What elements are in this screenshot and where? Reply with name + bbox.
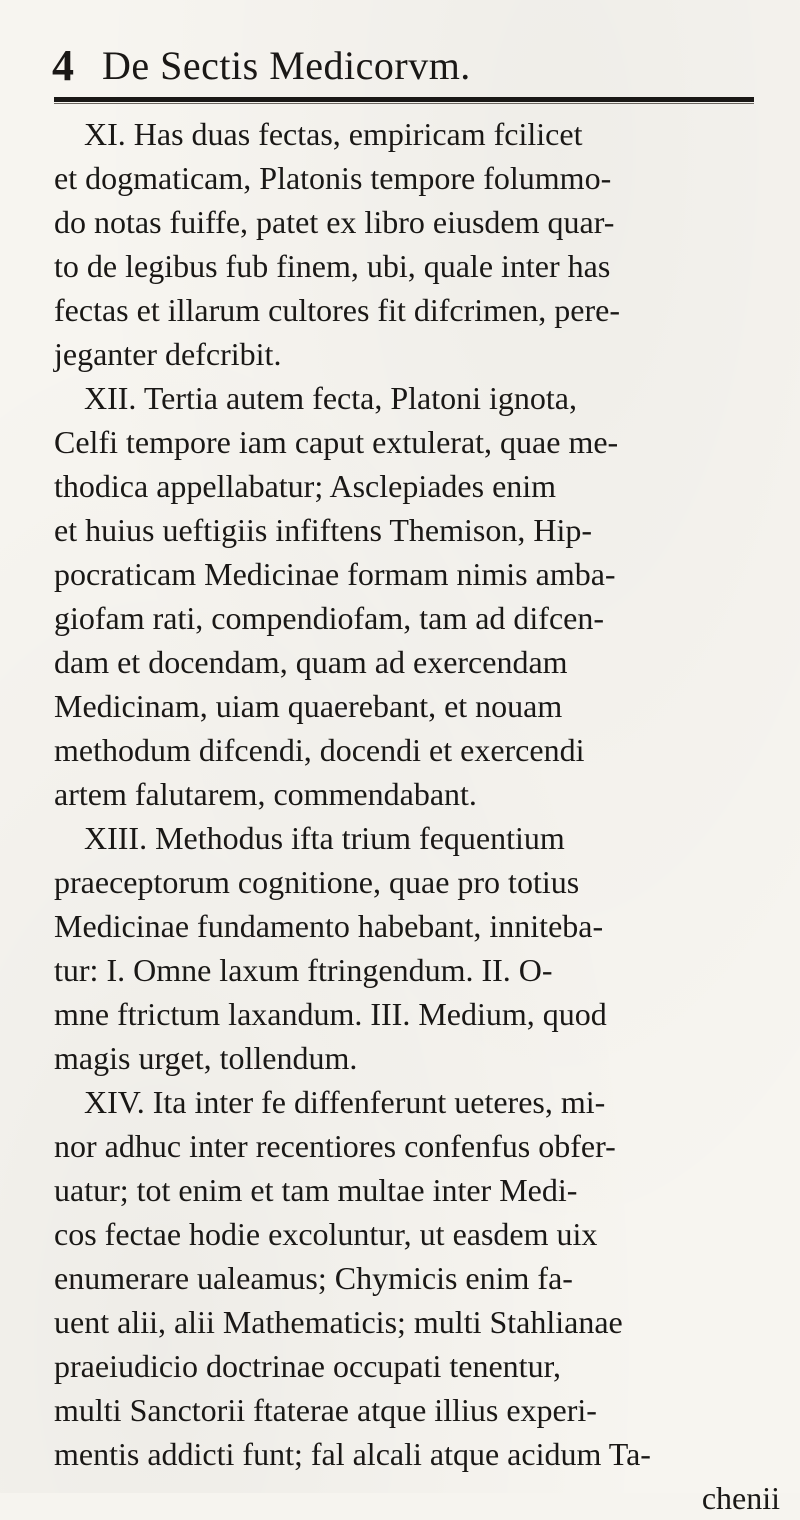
text-line: magis urget, tollendum. — [54, 1040, 358, 1076]
text-line: uent alii, alii Mathematicis; multi Stahlianae — [54, 1304, 623, 1340]
text-line: tur: I. Omne laxum ftringendum. II. O- — [54, 952, 553, 988]
text-line: XI. Has duas fectas, empiricam fcilicet — [84, 116, 583, 152]
text-line: enumerare ualeamus; Chymicis enim fa- — [54, 1260, 573, 1296]
text-line: pocraticam Medicinae formam nimis amba- — [54, 556, 616, 592]
text-line: thodica appellabatur; Asclepiades enim — [54, 468, 557, 504]
text-line: Medicinae fundamento habebant, inniteba- — [54, 908, 604, 944]
text-line: praeceptorum cognitione, quae pro totius — [54, 864, 580, 900]
text-line: dam et docendam, quam ad exercendam — [54, 644, 568, 680]
text-line: praeiudicio doctrinae occupati tenentur, — [54, 1348, 561, 1384]
text-line: giofam rati, compendiofam, tam ad difcen- — [54, 600, 605, 636]
text-line: mne ftrictum laxandum. III. Medium, quod — [54, 996, 607, 1032]
header-rule — [54, 97, 754, 102]
text-line: do notas fuiffe, patet ex libro eiusdem quar- — [54, 204, 615, 240]
header-rule-thin — [54, 103, 754, 104]
text-line: uatur; tot enim et tam multae inter Medi- — [54, 1172, 578, 1208]
text-line: to de legibus fub finem, ubi, quale inter has — [54, 248, 611, 284]
text-line: XII. Tertia autem fecta, Platoni ignota, — [84, 380, 577, 416]
text-line: XIII. Methodus ifta trium fequentium — [84, 820, 565, 856]
text-line: mentis addicti funt; fal alcali atque acidum Ta- — [54, 1436, 651, 1472]
running-title: De Sectis Medicorvm. — [102, 43, 471, 88]
text-line: artem falutarem, commendabant. — [54, 776, 477, 812]
page-number: 4 — [52, 41, 74, 90]
page-header — [52, 34, 752, 94]
text-line: nor adhuc inter recentiores confenfus obfer- — [54, 1128, 616, 1164]
text-line: methodum difcendi, docendi et exercendi — [54, 732, 585, 768]
text-line: fectas et illarum cultores fit difcrimen, pere- — [54, 292, 620, 328]
text-line: multi Sanctorii ftaterae atque illius experi- — [54, 1392, 597, 1428]
catchword: chenii — [701, 1480, 780, 1516]
text-line: et dogmaticam, Platonis tempore folummo- — [54, 160, 612, 196]
text-line: et huius ueftigiis infiftens Themison, Hip- — [54, 512, 593, 548]
text-line: Celfi tempore iam caput extulerat, quae me- — [54, 424, 619, 460]
text-line: XIV. Ita inter fe diffenferunt ueteres, mi- — [84, 1084, 606, 1120]
text-line: cos fectae hodie excoluntur, ut easdem uix — [54, 1216, 598, 1252]
text-line: jeganter defcribit. — [54, 336, 282, 372]
text-line: Medicinam, uiam quaerebant, et nouam — [54, 688, 563, 724]
